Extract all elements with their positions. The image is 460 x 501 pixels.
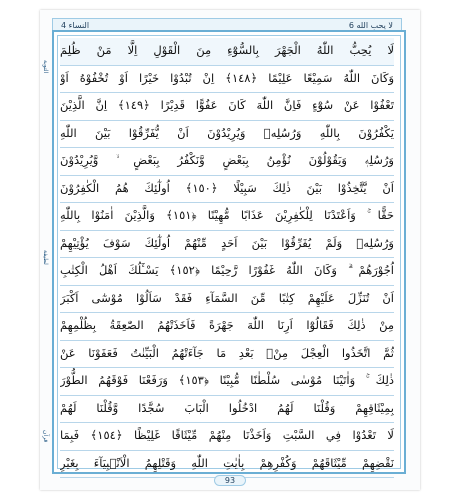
verse-line-7: حَقًّا ۚ وَاَعْتَدْنَا لِلْكٰفِرِيْنَ عَذَابًا مُّهِيْنًا ﴿١٥١﴾ وَالَّذِيْنَ اٰمَنُوْا بِاللّٰهِ: [60, 203, 394, 231]
verse-line-2: وَكَانَ اللّٰهُ سَمِيْعًا عَلِيْمًا ﴿١٤٨﴾ اِنْ تُبْدُوْا خَيْرًا اَوْ تُخْفُوْهُ اَوْ: [60, 66, 394, 94]
verse-line-14: بِمِيْثَاقِهِمْ وَقُلْنَا لَهُمُ ادْخُلُوا الْبَابَ سُجَّدًا وَّقُلْنَا لَهُمْ: [60, 396, 394, 424]
verse-line-12: ثُمَّ اتَّخَذُوا الْعِجْلَ مِنْۢ بَعْدِ مَا جَآءَتْهُمُ الْبَيِّنٰتُ فَعَفَوْنَا عَنْ: [60, 341, 394, 369]
verse-line-5: وَرُسُلِهٖ وَيَقُوْلُوْنَ نُؤْمِنُ بِبَعْضٍ وَّنَكْفُرُ بِبَعْضٍ ۙ وَّيُرِيْدُوْنَ: [60, 148, 394, 176]
left-margin: [42, 50, 54, 450]
left-margin-label-bottom: قرآن: [42, 430, 49, 443]
mushaf-page: [40, 10, 420, 490]
page-footer: [40, 473, 420, 487]
surah-label: النساء 4: [61, 20, 90, 30]
left-margin-label-mid: لطيفة: [42, 250, 49, 265]
verse-line-9: اُجُوْرَهُمْ ۗ وَكَانَ اللّٰهُ غَفُوْرًا رَّحِيْمًا ﴿١٥٢﴾ يَسْـَٔلُكَ اَهْلُ الْكِتٰبِ: [60, 258, 394, 286]
juz-label: لا يحب الله 6: [348, 20, 393, 30]
verse-line-8: وَرُسُلِهٖ وَلَمْ يُفَرِّقُوْا بَيْنَ اَحَدٍ مِّنْهُمْ اُولٰٓئِكَ سَوْفَ يُؤْتِيْهِمْ: [60, 231, 394, 259]
page-number: 93: [214, 475, 246, 486]
verse-line-15: لَا تَعْدُوْا فِي السَّبْتِ وَاَخَذْنَا مِنْهُمْ مِّيْثَاقًا غَلِيْظًا ﴿١٥٤﴾ فَبِمَا: [60, 423, 394, 451]
verse-line-16: نَقْضِهِمْ مِّيْثَاقَهُمْ وَكُفْرِهِمْ بِاٰيٰتِ اللّٰهِ وَقَتْلِهِمُ الْاَنْۢبِيَآءَ بِغَيْرِ: [60, 451, 394, 479]
verse-line-3: تَعْفُوْا عَنْ سُوْٓءٍ فَاِنَّ اللّٰهَ كَانَ عَفُوًّا قَدِيْرًا ﴿١٤٩﴾ اِنَّ الَّذِيْنَ: [60, 93, 394, 121]
verse-line-13: ذٰلِكَ ۚ وَاٰتَيْنَا مُوْسٰى سُلْطٰنًا مُّبِيْنًا ﴿١٥٣﴾ وَرَفَعْنَا فَوْقَهُمُ الطُّوْرَ: [60, 368, 394, 396]
left-margin-label-top: التوبة: [42, 60, 49, 74]
verse-line-10: اَنْ تُنَزِّلَ عَلَيْهِمْ كِتٰبًا مِّنَ السَّمَآءِ فَقَدْ سَاَلُوْا مُوْسٰٓى اَكْبَرَ: [60, 286, 394, 314]
verse-line-6: اَنْ يَّتَّخِذُوْا بَيْنَ ذٰلِكَ سَبِيْلًا ﴿١٥٠﴾ اُولٰٓئِكَ هُمُ الْكٰفِرُوْنَ: [60, 176, 394, 204]
verse-lines: [60, 38, 394, 478]
verse-line-1: لَا يُحِبُّ اللّٰهُ الْجَهْرَ بِالسُّوْٓءِ مِنَ الْقَوْلِ اِلَّا مَنْ ظُلِمَ: [60, 38, 394, 66]
verse-line-4: يَكْفُرُوْنَ بِاللّٰهِ وَرُسُلِهٖ وَيُرِيْدُوْنَ اَنْ يُّفَرِّقُوْا بَيْنَ اللّٰهِ: [60, 121, 394, 149]
verse-line-11: مِنْ ذٰلِكَ فَقَالُوْٓا اَرِنَا اللّٰهَ جَهْرَةً فَاَخَذَتْهُمُ الصّٰعِقَةُ بِظُلْمِهِمْ: [60, 313, 394, 341]
